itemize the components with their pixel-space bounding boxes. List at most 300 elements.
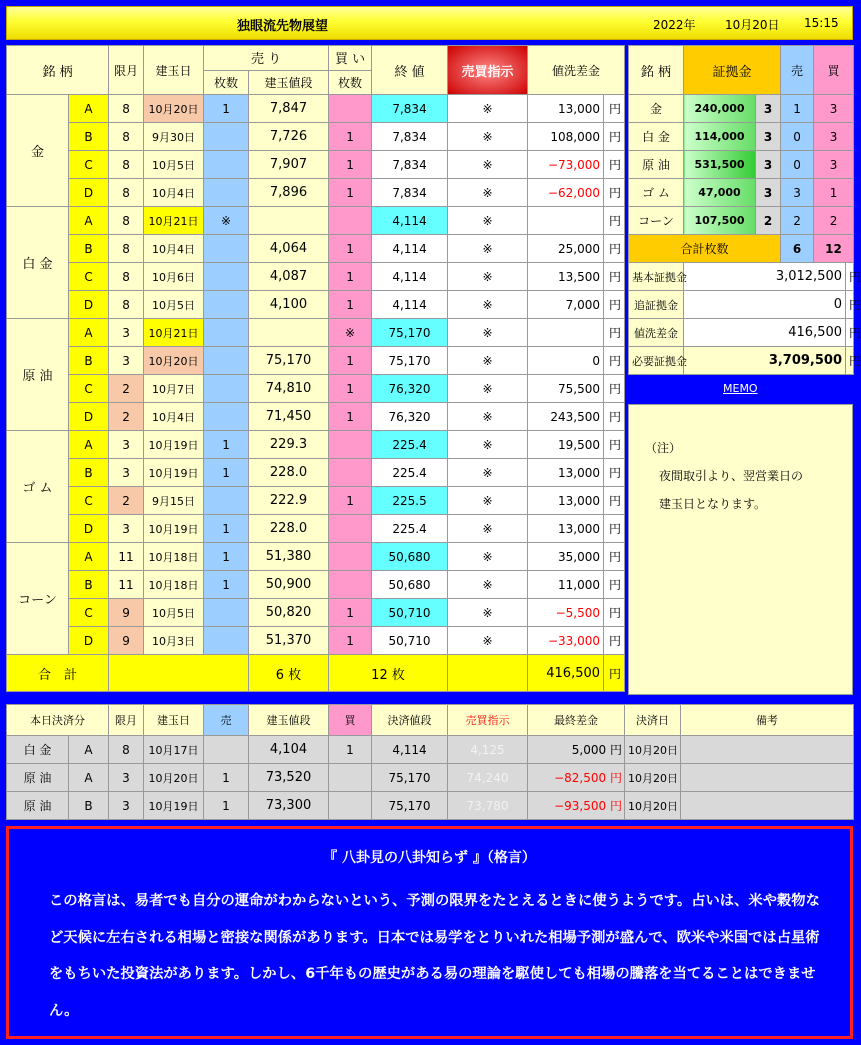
position-price: 51,370	[249, 627, 329, 655]
side-margin-amount: 114,000	[684, 123, 756, 151]
buy-count: 1	[329, 179, 372, 207]
position-date: 10月19日	[144, 515, 204, 543]
trade-signal: ※	[448, 319, 528, 347]
contract-month: 3	[109, 347, 144, 375]
settled-date-closed: 10月20日	[625, 764, 681, 792]
settled-diff-value: 5,000	[571, 743, 607, 757]
yen-unit: 円	[609, 771, 622, 785]
buy-count	[329, 95, 372, 123]
position-price	[249, 207, 329, 235]
settled-note	[681, 792, 854, 820]
sell-count: 1	[204, 571, 249, 599]
contract-month: 3	[109, 515, 144, 543]
header-uri: 売 り	[204, 46, 329, 71]
position-price: 4,064	[249, 235, 329, 263]
commodity-name: 白 金	[7, 207, 69, 319]
position-price: 71,450	[249, 403, 329, 431]
position-row	[7, 459, 625, 487]
mark-to-market: 7,000	[528, 291, 604, 319]
position-row	[7, 263, 625, 291]
contract-month: 8	[109, 207, 144, 235]
close-price: 76,320	[372, 375, 448, 403]
sell-count	[204, 599, 249, 627]
settled-commodity: 原 油	[7, 764, 69, 792]
mark-to-market	[528, 319, 604, 347]
mark-to-market	[528, 207, 604, 235]
memo-line-1: 夜間取引より、翌営業日の	[659, 469, 804, 483]
side-sell: 0	[781, 123, 814, 151]
settled-month: 3	[109, 764, 144, 792]
mark-to-market: 13,000	[528, 459, 604, 487]
yen-unit: 円	[604, 543, 625, 571]
position-price: 50,820	[249, 599, 329, 627]
side-buy: 2	[814, 207, 854, 235]
sell-count: 1	[204, 459, 249, 487]
sell-count	[204, 375, 249, 403]
mark-to-market: −5,500	[528, 599, 604, 627]
contract-month: 3	[109, 319, 144, 347]
total-spacer	[109, 655, 249, 692]
side-header-uri: 売	[781, 46, 814, 95]
sell-count	[204, 123, 249, 151]
sell-count	[204, 263, 249, 291]
total-spacer	[448, 655, 528, 692]
settled-date: 10月19日	[144, 792, 204, 820]
mark-to-market: 35,000	[528, 543, 604, 571]
summary-value: 3,709,500	[684, 347, 846, 375]
memo-box	[628, 404, 853, 695]
settled-final-diff	[528, 764, 625, 792]
mark-to-market: 19,500	[528, 431, 604, 459]
settled-settle-price: 75,170	[372, 792, 448, 820]
row-key: B	[69, 347, 109, 375]
yen-unit: 円	[604, 599, 625, 627]
mark-to-market: 13,000	[528, 487, 604, 515]
row-key: C	[69, 375, 109, 403]
settled-header-c3: 建玉日	[144, 705, 204, 736]
row-key: A	[69, 95, 109, 123]
yen-unit: 円	[604, 655, 625, 692]
buy-count: 1	[329, 487, 372, 515]
trade-signal: ※	[448, 347, 528, 375]
buy-count: 1	[329, 375, 372, 403]
position-date: 9月15日	[144, 487, 204, 515]
commodity-name: 金	[7, 95, 69, 207]
position-date: 10月4日	[144, 235, 204, 263]
margin-summary-table	[628, 45, 861, 375]
settled-signal: 74,240	[448, 764, 528, 792]
settled-diff-value: −93,500	[554, 799, 607, 813]
side-commodity: ゴ ム	[629, 179, 684, 207]
position-row	[7, 543, 625, 571]
side-sell: 2	[781, 207, 814, 235]
buy-count: 1	[329, 263, 372, 291]
yen-unit: 円	[604, 431, 625, 459]
close-price: 76,320	[372, 403, 448, 431]
settled-month: 8	[109, 736, 144, 764]
summary-value: 3,012,500	[684, 263, 846, 291]
contract-month: 8	[109, 263, 144, 291]
trade-signal: ※	[448, 571, 528, 599]
side-margin-amount: 47,000	[684, 179, 756, 207]
mark-to-market: 13,000	[528, 515, 604, 543]
buy-count: ※	[329, 319, 372, 347]
settled-header-c10: 決済日	[625, 705, 681, 736]
settled-key: A	[69, 736, 109, 764]
yen-unit: 円	[846, 347, 854, 375]
yen-unit: 円	[604, 487, 625, 515]
trade-signal: ※	[448, 291, 528, 319]
mark-to-market: −62,000	[528, 179, 604, 207]
side-sell: 0	[781, 151, 814, 179]
proverb-heading: 『 八卦見の八卦知らず 』（格言）	[323, 850, 536, 866]
side-commodity: 原 油	[629, 151, 684, 179]
contract-month: 2	[109, 403, 144, 431]
buy-count	[329, 459, 372, 487]
close-price: 50,680	[372, 571, 448, 599]
proverb-box	[6, 826, 853, 1039]
buy-count: 1	[329, 347, 372, 375]
close-price: 75,170	[372, 347, 448, 375]
contract-month: 9	[109, 599, 144, 627]
position-row	[7, 235, 625, 263]
position-price: 4,087	[249, 263, 329, 291]
settled-date: 10月17日	[144, 736, 204, 764]
buy-count	[329, 431, 372, 459]
position-price	[249, 319, 329, 347]
yen-unit: 円	[604, 403, 625, 431]
trade-signal: ※	[448, 151, 528, 179]
position-price: 74,810	[249, 375, 329, 403]
date-day: 10月20日	[725, 18, 780, 32]
yen-unit: 円	[609, 799, 622, 813]
position-price: 51,380	[249, 543, 329, 571]
side-commodity: 白 金	[629, 123, 684, 151]
sell-count: 1	[204, 543, 249, 571]
sell-count: 1	[204, 431, 249, 459]
settled-date: 10月20日	[144, 764, 204, 792]
settled-settle-price: 75,170	[372, 764, 448, 792]
close-price: 225.5	[372, 487, 448, 515]
position-price: 222.9	[249, 487, 329, 515]
sell-count	[204, 627, 249, 655]
settled-commodity: 原 油	[7, 792, 69, 820]
settled-header-c8: 売買指示	[448, 705, 528, 736]
trade-signal: ※	[448, 403, 528, 431]
row-key: A	[69, 431, 109, 459]
close-price: 7,834	[372, 179, 448, 207]
position-row	[7, 403, 625, 431]
summary-label: 必要証拠金	[629, 347, 684, 375]
sell-count	[204, 151, 249, 179]
settled-commodity: 白 金	[7, 736, 69, 764]
summary-label: 値洗差金	[629, 319, 684, 347]
yen-unit: 円	[604, 347, 625, 375]
position-price: 4,100	[249, 291, 329, 319]
trade-signal: ※	[448, 375, 528, 403]
mark-to-market: 243,500	[528, 403, 604, 431]
buy-count	[329, 543, 372, 571]
side-buy: 3	[814, 123, 854, 151]
memo-note: （注）	[645, 441, 682, 455]
settled-signal: 4,125	[448, 736, 528, 764]
settled-sell: 1	[204, 792, 249, 820]
title-bar	[6, 6, 853, 40]
settled-header-c2: 限月	[109, 705, 144, 736]
memo-line-2: 建玉日となります。	[659, 497, 767, 511]
position-price: 50,900	[249, 571, 329, 599]
mark-to-market: −73,000	[528, 151, 604, 179]
side-buy: 1	[814, 179, 854, 207]
position-date: 10月20日	[144, 95, 204, 123]
close-price: 50,680	[372, 543, 448, 571]
contract-month: 9	[109, 627, 144, 655]
date-time: 15:15	[804, 16, 839, 30]
row-key: C	[69, 599, 109, 627]
total-label: 合 計	[7, 655, 109, 692]
header-owarine: 終 値	[372, 46, 448, 95]
buy-count	[329, 515, 372, 543]
close-price: 225.4	[372, 459, 448, 487]
trade-signal: ※	[448, 599, 528, 627]
position-row	[7, 207, 625, 235]
settled-header-c4: 売	[204, 705, 249, 736]
settled-signal: 73,780	[448, 792, 528, 820]
proverb-body: この格言は、易者でも自分の運命がわからないという、予測の限界をたとえるときに使うようです。占いは、米や穀物など天候に左右される相場と密接な関係があります。日本では易学をとりいれた相場予測が盛んで、欧米や米国では占星術をもちいた投資法があります。しかし、6千年もの歴史がある易の理論を駆使しても相場の騰落を当てることはできません。	[49, 893, 820, 1019]
position-price: 7,726	[249, 123, 329, 151]
contract-month: 3	[109, 431, 144, 459]
side-header-meigara: 銘 柄	[629, 46, 684, 95]
trade-signal: ※	[448, 95, 528, 123]
row-key: C	[69, 487, 109, 515]
position-row	[7, 375, 625, 403]
settled-header-c11: 備考	[681, 705, 854, 736]
position-date: 10月19日	[144, 431, 204, 459]
close-price: 4,114	[372, 235, 448, 263]
sell-count	[204, 235, 249, 263]
date-year: 2022年	[653, 18, 696, 32]
row-key: D	[69, 627, 109, 655]
row-key: B	[69, 235, 109, 263]
sell-count: 1	[204, 95, 249, 123]
side-total-sell: 6	[781, 235, 814, 263]
side-buy: 3	[814, 151, 854, 179]
settled-header-c5: 建玉値段	[249, 705, 329, 736]
total-sell	[249, 655, 329, 692]
side-count: 3	[756, 95, 781, 123]
close-price: 50,710	[372, 627, 448, 655]
position-date: 10月18日	[144, 571, 204, 599]
settled-price: 73,520	[249, 764, 329, 792]
buy-count: 1	[329, 235, 372, 263]
contract-month: 8	[109, 95, 144, 123]
settled-final-diff	[528, 736, 625, 764]
close-price: 7,834	[372, 151, 448, 179]
mark-to-market: −33,000	[528, 627, 604, 655]
mark-to-market: 75,500	[528, 375, 604, 403]
yen-unit: 円	[604, 151, 625, 179]
side-commodity: 金	[629, 95, 684, 123]
buy-count: 1	[329, 599, 372, 627]
side-sell: 1	[781, 95, 814, 123]
buy-count: 1	[329, 291, 372, 319]
positions-table	[6, 45, 625, 692]
close-price: 4,114	[372, 263, 448, 291]
total-buy	[329, 655, 448, 692]
side-margin-amount: 107,500	[684, 207, 756, 235]
settled-final-diff	[528, 792, 625, 820]
position-date: 10月5日	[144, 599, 204, 627]
yen-unit: 円	[604, 515, 625, 543]
row-key: D	[69, 291, 109, 319]
yen-unit: 円	[604, 459, 625, 487]
yen-unit: 円	[604, 263, 625, 291]
sell-count	[204, 487, 249, 515]
settled-diff-value: −82,500	[554, 771, 607, 785]
position-row	[7, 291, 625, 319]
sell-count	[204, 179, 249, 207]
total-buy-count: 12	[371, 667, 388, 683]
yen-unit: 円	[846, 319, 854, 347]
mark-to-market: 25,000	[528, 235, 604, 263]
position-date: 10月5日	[144, 291, 204, 319]
position-date: 9月30日	[144, 123, 204, 151]
mark-to-market: 108,000	[528, 123, 604, 151]
yen-unit: 円	[604, 627, 625, 655]
position-row	[7, 123, 625, 151]
trade-signal: ※	[448, 179, 528, 207]
position-date: 10月19日	[144, 459, 204, 487]
header-tategyoku-nedan: 建玉値段	[249, 70, 329, 95]
settled-table	[6, 704, 854, 820]
trade-signal: ※	[448, 487, 528, 515]
position-date: 10月21日	[144, 319, 204, 347]
header-gengetsu: 限月	[109, 46, 144, 95]
trade-signal: ※	[448, 515, 528, 543]
trade-signal: ※	[448, 627, 528, 655]
position-row	[7, 319, 625, 347]
trade-signal: ※	[448, 263, 528, 291]
yen-unit: 円	[604, 291, 625, 319]
commodity-name: 原 油	[7, 319, 69, 431]
sell-count	[204, 347, 249, 375]
header-neaigae-sakin: 値洗差金	[528, 46, 625, 95]
yen-unit: 円	[609, 743, 622, 757]
header-buy-maisu: 枚数	[329, 70, 372, 95]
buy-count: 1	[329, 627, 372, 655]
contract-month: 8	[109, 235, 144, 263]
settled-header-c6: 買	[329, 705, 372, 736]
contract-month: 2	[109, 375, 144, 403]
mark-to-market: 13,500	[528, 263, 604, 291]
row-key: C	[69, 263, 109, 291]
page-title: 独眼流先物展望	[237, 19, 329, 34]
position-date: 10月3日	[144, 627, 204, 655]
close-price: 7,834	[372, 123, 448, 151]
buy-count: 1	[329, 123, 372, 151]
side-count: 2	[756, 207, 781, 235]
settled-buy	[329, 764, 372, 792]
total-diff: 416,500	[528, 655, 604, 692]
position-row	[7, 431, 625, 459]
position-row	[7, 179, 625, 207]
trade-signal: ※	[448, 459, 528, 487]
close-price: 4,114	[372, 207, 448, 235]
trade-signal: ※	[448, 543, 528, 571]
memo-link[interactable]: MEMO	[723, 382, 758, 395]
mark-to-market: 13,000	[528, 95, 604, 123]
position-row	[7, 151, 625, 179]
total-sell-count: 6	[275, 667, 285, 683]
close-price: 50,710	[372, 599, 448, 627]
yen-unit: 円	[604, 207, 625, 235]
position-row	[7, 95, 625, 123]
total-sell-unit: 枚	[288, 667, 302, 683]
contract-month: 8	[109, 151, 144, 179]
sell-count	[204, 403, 249, 431]
summary-label: 追証拠金	[629, 291, 684, 319]
position-price: 228.0	[249, 515, 329, 543]
yen-unit: 円	[604, 319, 625, 347]
commodity-name: コーン	[7, 543, 69, 655]
contract-month: 8	[109, 291, 144, 319]
position-date: 10月7日	[144, 375, 204, 403]
sell-count	[204, 291, 249, 319]
row-key: C	[69, 151, 109, 179]
row-key: D	[69, 515, 109, 543]
settled-header-c9: 最終差金	[528, 705, 625, 736]
yen-unit: 円	[604, 179, 625, 207]
position-price: 75,170	[249, 347, 329, 375]
position-price: 7,847	[249, 95, 329, 123]
mark-to-market: 0	[528, 347, 604, 375]
close-price: 4,114	[372, 291, 448, 319]
trade-signal: ※	[448, 123, 528, 151]
close-price: 75,170	[372, 319, 448, 347]
side-sell: 3	[781, 179, 814, 207]
close-price: 7,834	[372, 95, 448, 123]
yen-unit: 円	[846, 291, 854, 319]
row-key: A	[69, 207, 109, 235]
contract-month: 11	[109, 543, 144, 571]
position-date: 10月5日	[144, 151, 204, 179]
position-price: 7,907	[249, 151, 329, 179]
side-total-label: 合計枚数	[629, 235, 781, 263]
side-header-shokokin: 証拠金	[684, 46, 781, 95]
position-row	[7, 515, 625, 543]
row-key: B	[69, 123, 109, 151]
row-key: B	[69, 571, 109, 599]
side-header-kai: 買	[814, 46, 854, 95]
close-price: 225.4	[372, 431, 448, 459]
position-date: 10月21日	[144, 207, 204, 235]
settled-sell: 1	[204, 764, 249, 792]
trade-signal: ※	[448, 431, 528, 459]
contract-month: 8	[109, 123, 144, 151]
contract-month: 2	[109, 487, 144, 515]
trade-signal: ※	[448, 235, 528, 263]
settled-price: 4,104	[249, 736, 329, 764]
commodity-name: ゴ ム	[7, 431, 69, 543]
settled-buy	[329, 792, 372, 820]
side-total-buy: 12	[814, 235, 854, 263]
side-commodity: コーン	[629, 207, 684, 235]
row-key: D	[69, 403, 109, 431]
settled-price: 73,300	[249, 792, 329, 820]
yen-unit: 円	[604, 235, 625, 263]
row-key: A	[69, 319, 109, 347]
side-count: 3	[756, 151, 781, 179]
